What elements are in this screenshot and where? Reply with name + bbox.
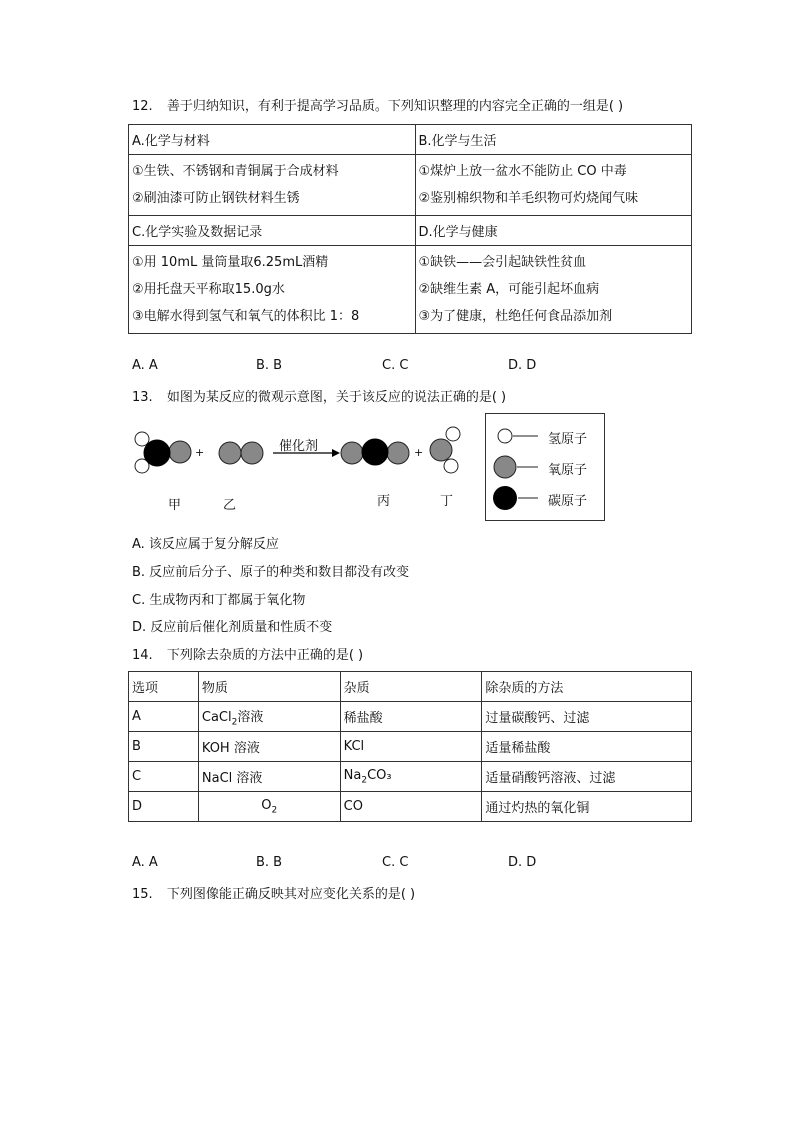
cell-line: ③为了健康，杜绝任何食品添加剂 — [418, 309, 613, 324]
option-c[interactable]: C. C — [382, 855, 409, 870]
oxygen-atom — [241, 442, 263, 464]
plus-sign: + — [414, 446, 424, 459]
oxygen-legend-icon — [494, 456, 516, 478]
q13-option-d[interactable]: D. 反应前后催化剂质量和性质不变 — [132, 620, 333, 635]
option-c[interactable]: C. C — [382, 358, 409, 373]
oxygen-atom — [387, 442, 409, 464]
question-stem: 如图为某反应的微观示意图，关于该反应的说法正确的是( ) — [166, 390, 507, 405]
header-option: 选项 — [129, 672, 199, 702]
row-substance — [198, 702, 340, 732]
legend-oxygen: 氧原子 — [548, 463, 588, 478]
option-d[interactable]: D. D — [508, 358, 537, 373]
q13-option-b[interactable]: B. 反应前后分子、原子的种类和数目都没有改变 — [132, 565, 410, 580]
table-row — [129, 732, 692, 762]
row-method: 过量碳酸钙、过滤 — [482, 702, 692, 732]
row-option: A — [129, 702, 199, 732]
text: CaCl — [201, 709, 232, 725]
header-method: 除杂质的方法 — [482, 672, 692, 702]
cell-a-head: A.化学与材料 — [129, 125, 416, 155]
cell-c-body — [129, 246, 416, 334]
catalyst-label: 催化剂 — [279, 439, 319, 454]
header-impurity: 杂质 — [340, 672, 482, 702]
question-15 — [132, 883, 415, 902]
text: 溶液 — [237, 709, 264, 725]
label-jia: 甲 — [168, 498, 182, 513]
option-b[interactable]: B. B — [256, 358, 283, 373]
question-stem: 下列除去杂质的方法中正确的是( ) — [166, 648, 364, 663]
row-impurity: KCl — [340, 732, 482, 762]
text: O — [261, 797, 272, 813]
arrow-head-icon — [332, 449, 340, 457]
question-number: 13. — [132, 390, 153, 405]
carbon-atom — [144, 440, 170, 466]
cell-d-body — [415, 246, 692, 334]
cell-b-body — [415, 155, 692, 216]
question-stem: 善于归纳知识，有利于提高学习品质。下列知识整理的内容完全正确的一组是( ) — [166, 99, 624, 114]
subscript: 2 — [361, 775, 368, 786]
table-row — [129, 792, 692, 822]
row-option: D — [129, 792, 199, 822]
cell-line: ③电解水得到氢气和氧气的体积比 1：8 — [132, 309, 360, 324]
cell-c-head: C.化学实验及数据记录 — [129, 216, 416, 246]
row-method: 适量硝酸钙溶液、过滤 — [482, 762, 692, 792]
cell-b-head: B.化学与生活 — [415, 125, 692, 155]
label-bing: 丙 — [377, 494, 391, 509]
oxygen-atom — [219, 442, 241, 464]
oxygen-atom — [430, 439, 452, 461]
hydrogen-atom — [444, 459, 458, 473]
cell-a-body — [129, 155, 416, 216]
row-substance — [198, 792, 340, 822]
q13-option-c[interactable]: C. 生成物丙和丁都属于氧化物 — [132, 593, 306, 608]
text: Na — [343, 767, 362, 783]
hydrogen-legend-icon — [498, 429, 512, 443]
table-row — [129, 702, 692, 732]
option-a[interactable]: A. A — [132, 855, 158, 870]
label-ding: 丁 — [440, 494, 454, 509]
cell-line: ①用 10mL 量筒量取6.25mL酒精 — [132, 255, 329, 270]
cell-line: ①煤炉上放一盆水不能防止 CO 中毒 — [418, 164, 627, 179]
row-substance: NaCl 溶液 — [198, 762, 340, 792]
row-impurity: 稀盐酸 — [340, 702, 482, 732]
carbon-legend-icon — [493, 486, 517, 510]
option-a[interactable]: A. A — [132, 358, 158, 373]
cell-line: ②刷油漆可防止钢铁材料生锈 — [132, 191, 300, 206]
row-impurity — [340, 762, 482, 792]
legend-hydrogen: 氢原子 — [548, 432, 588, 447]
hydrogen-atom — [135, 432, 149, 446]
cell-line: ①缺铁——会引起缺铁性贫血 — [418, 255, 587, 270]
option-d[interactable]: D. D — [508, 855, 537, 870]
subscript: 2 — [271, 805, 278, 816]
question-14 — [132, 644, 363, 663]
plus-sign: + — [195, 446, 205, 459]
legend-carbon: 碳原子 — [548, 494, 588, 509]
text: CO₃ — [367, 767, 392, 783]
q14-table — [128, 671, 692, 822]
question-number: 15. — [132, 887, 153, 902]
label-yi: 乙 — [223, 498, 237, 513]
row-method: 适量稀盐酸 — [482, 732, 692, 762]
oxygen-atom — [169, 441, 191, 463]
row-impurity: CO — [340, 792, 482, 822]
cell-d-head: D.化学与健康 — [415, 216, 692, 246]
row-option: C — [129, 762, 199, 792]
hydrogen-atom — [446, 427, 460, 441]
row-method: 通过灼热的氧化铜 — [482, 792, 692, 822]
cell-line: ②缺维生素 A，可能引起坏血病 — [418, 282, 600, 297]
q12-table — [128, 124, 692, 334]
q13-option-a[interactable]: A. 该反应属于复分解反应 — [132, 537, 279, 552]
question-number: 14. — [132, 648, 153, 663]
question-number: 12. — [132, 99, 153, 114]
cell-line: ②用托盘天平称取15.0g水 — [132, 282, 285, 297]
cell-line: ②鉴别棉织物和羊毛织物可灼烧闻气味 — [418, 191, 639, 206]
question-12 — [132, 95, 623, 114]
row-option: B — [129, 732, 199, 762]
cell-line: ①生铁、不锈钢和青铜属于合成材料 — [132, 164, 339, 179]
question-13 — [132, 386, 506, 405]
header-substance: 物质 — [198, 672, 340, 702]
subscript: 2 — [231, 717, 238, 728]
oxygen-atom — [341, 442, 363, 464]
option-b[interactable]: B. B — [256, 855, 283, 870]
table-header-row — [129, 672, 692, 702]
table-row — [129, 762, 692, 792]
row-substance: KOH 溶液 — [198, 732, 340, 762]
atom-legend — [485, 413, 605, 521]
question-stem: 下列图像能正确反映其对应变化关系的是( ) — [166, 887, 416, 902]
carbon-atom — [362, 439, 388, 465]
